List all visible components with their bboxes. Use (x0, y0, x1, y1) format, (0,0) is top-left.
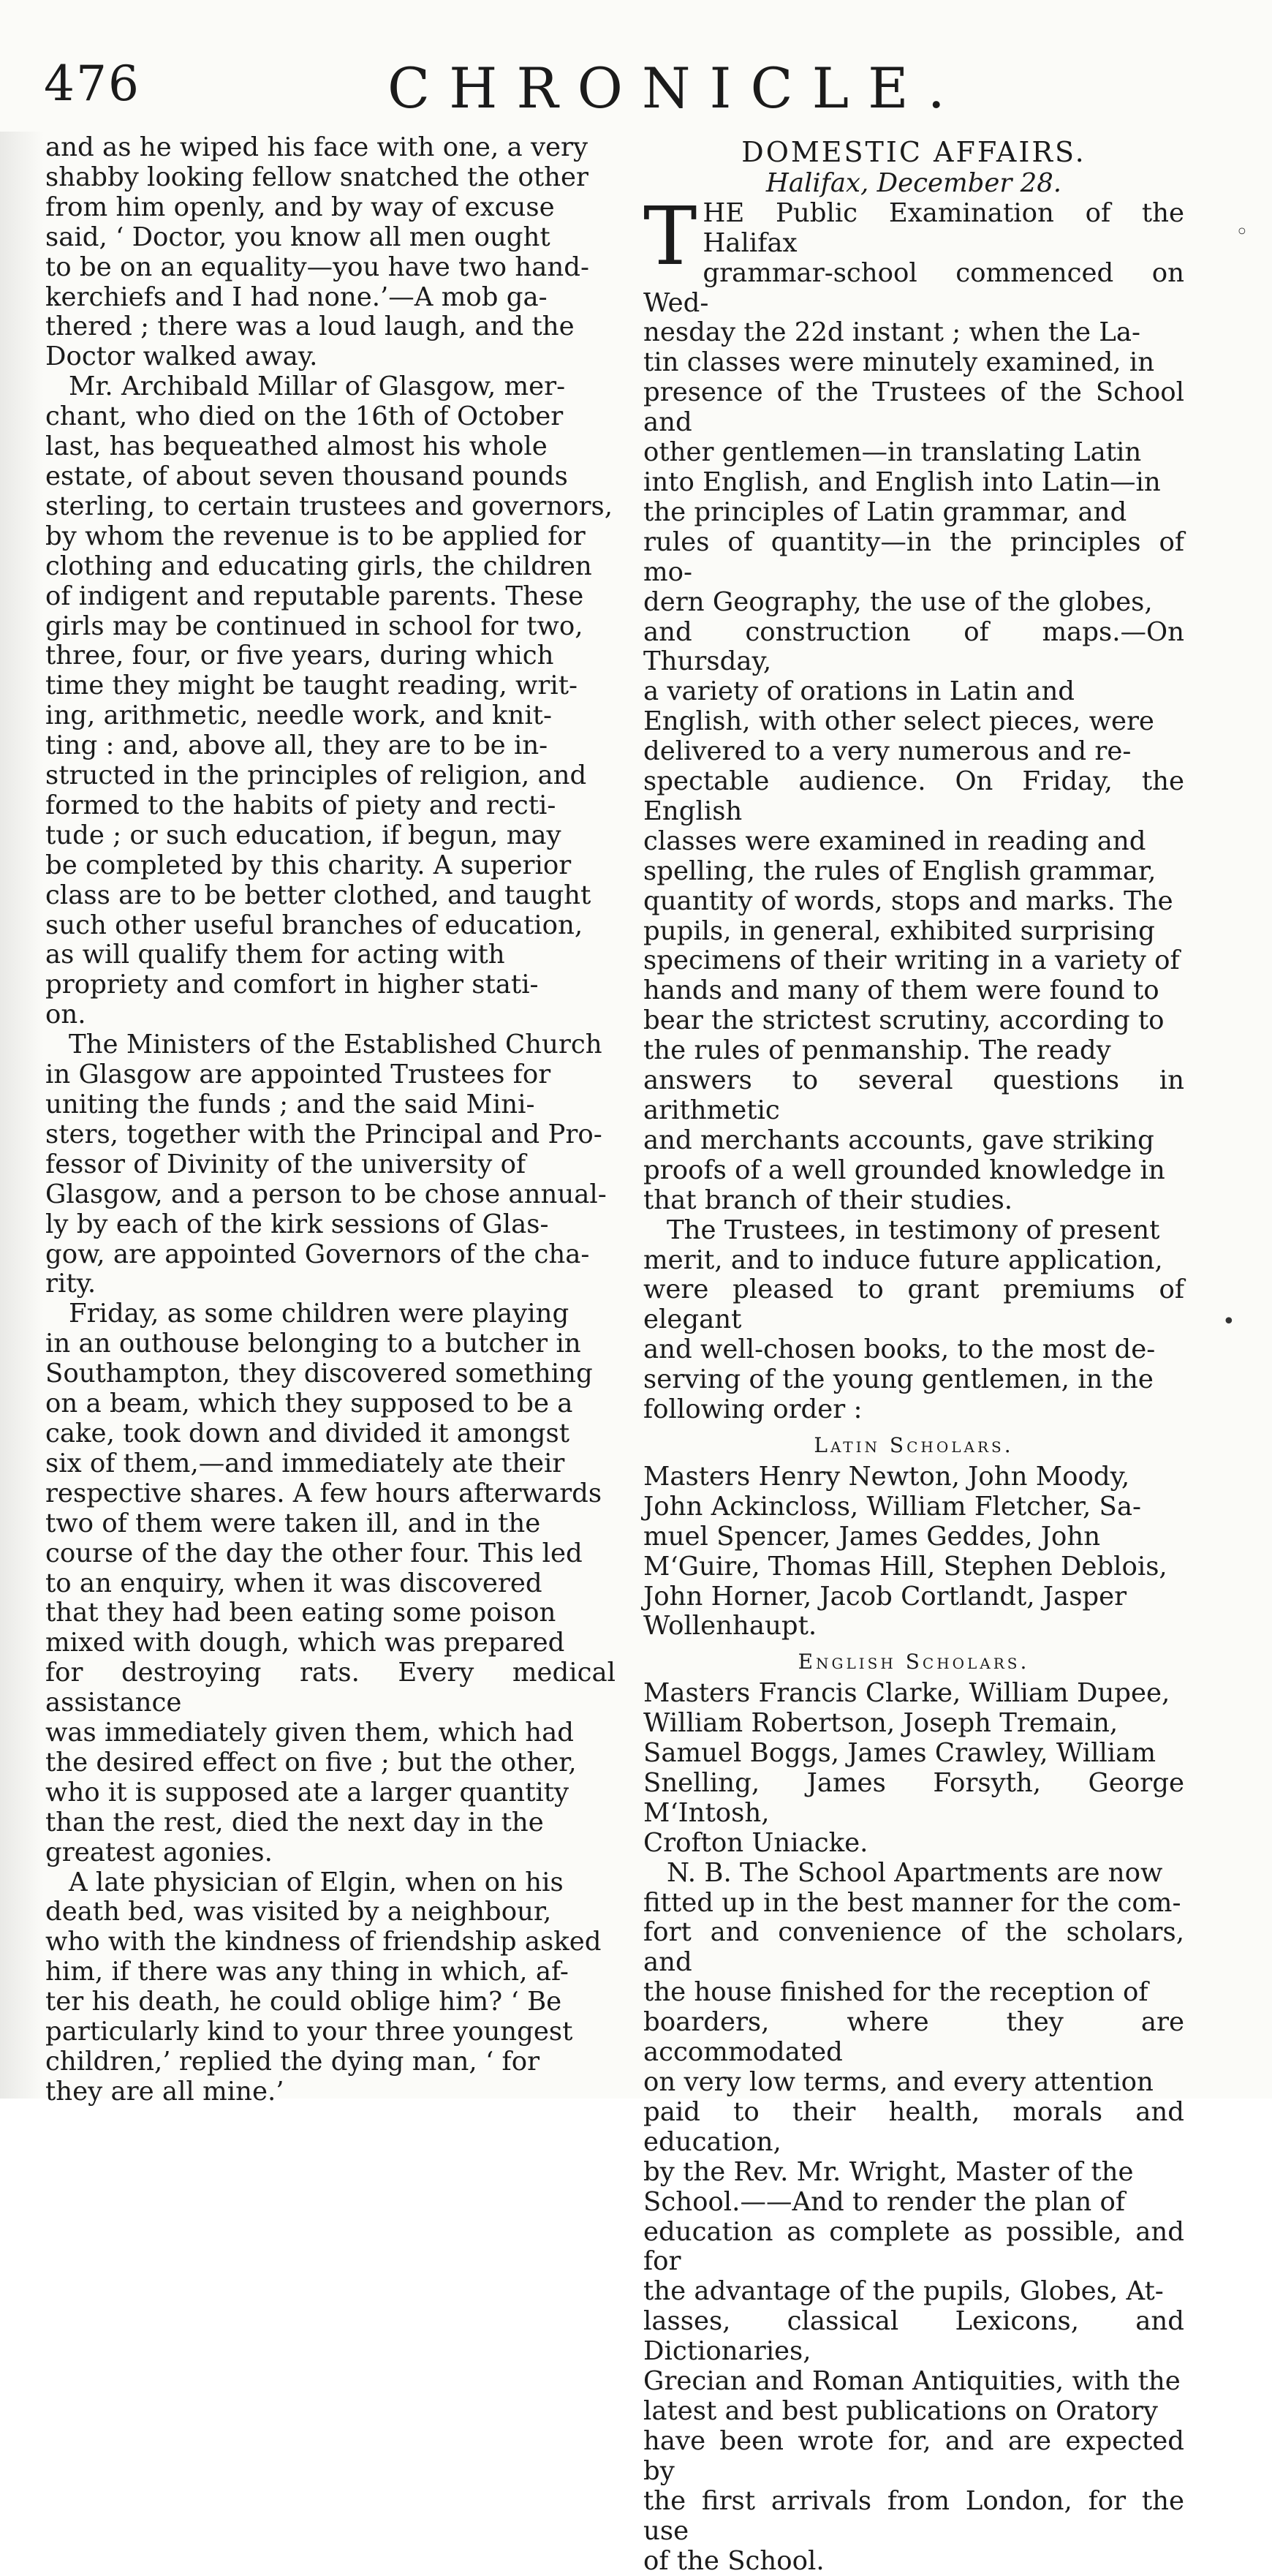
trustees-paragraph: The Trustees, in testimony of present merit, and to induce future application, were pleased to grant premiums of elegant and well-chosen books, to the most de- serving of the young gentlemen, in the following order : (643, 1215, 1184, 1425)
latin-scholars-heading: Latin Scholars. (814, 1432, 1014, 1457)
latin-scholars-list: Masters Henry Newton, John Moody, John Ackincloss, William Fletcher, Sa- muel Spencer, James Geddes, John M‘Guire, Thomas Hill, Stephen Deblois, John Horner, Jacob Cortlandt, Jasper Wollenhaupt. (643, 1461, 1167, 1642)
page-header (44, 51, 1199, 124)
left-column (45, 133, 616, 2107)
page-number: 476 (44, 56, 140, 112)
english-scholars-heading: English Scholars. (798, 1650, 1030, 1674)
article-paragraph: and as he wiped his face with one, a very shabby looking fellow snatched the other from him openly, and by way of excuse said, ‘ Doctor, you know all men ought to be on an equality—you have two hand- kerchiefs and I had none.’—A mob ga- thered ; there was a loud laugh, and the Doctor walked away. (45, 132, 589, 372)
section-title: DOMESTIC AFFAIRS. (741, 136, 1086, 168)
article-paragraph: A late physician of Elgin, when on his death bed, was visited by a neighbour, who with the kindness of friendship asked him, if there was any thing in which, af- ter his death, he could oblige him? ‘ Be particularly kind to your three youngest children,’ replied the dying man, ‘ for they are all mine.’ (45, 1867, 602, 2107)
lead-paragraph-text: HE Public Examination of the Halifax grammar-school commenced on Wed- nesday the 22d instant ; when the La- tin classes were minutely examined, in presence of the Trustees of the School and other gentlemen—in translating Latin into English, and English into Latin—in the principles of Latin grammar, and rules of quantity—in the principles of mo- dern Geography, the use of the globes, and construction of maps.—On Thursday, a variety of orations in Latin and English, with other select pieces, were delivered to a very numerous and re- spectable audience. On Friday, the English classes were examined in reading and spelling, the rules of English grammar, quantity of words, stops and marks. The pupils, in general, exhibited surprising specimens of their writing in a variety of hands and many of them were found to bear the strictest scrutiny, according to the rules of penmanship. The ready answers to several questions in arithmetic and merchants accounts, gave striking proofs of a well grounded knowledge in that branch of their studies. (643, 197, 1184, 1215)
english-scholars-list: Masters Francis Clarke, William Dupee, William Robertson, Joseph Tremain, Samuel Boggs, James Crawley, William Snelling, James Forsyth, George M‘Intosh, Crofton Uniacke. (643, 1678, 1184, 1858)
dateline: Halifax, December 28. (765, 167, 1062, 198)
article-paragraph: Mr. Archibald Millar of Glasgow, mer- chant, who died on the 16th of October last, has bequeathed almost his whole estate, of about seven thousand pounds sterling, to certain trustees and governors, by whom the revenue is to be applied for clothing and educating girls, the children of indigent and reputable parents. These girls may be continued in school for two, three, four, or five years, during which time they might be taught reading, writ- ing, arithmetic, needle work, and knit- ting : and, above all, they are to be in- structed in the principles of religion, and formed to the habits of piety and recti- tude ; or such education, if begun, may be completed by this charity. A superior class are to be better clothed, and taught such other useful branches of education, as will qualify them for acting with propriety and comfort in higher stati- on. (45, 371, 613, 1030)
article-paragraph: The Ministers of the Established Church in Glasgow are appointed Trustees for uniting the funds ; and the said Mini- sters, together with the Principal and Pro- fessor of Divinity of the university of Glasgow, and a person to be chose annual- ly by each of the kirk sessions of Glas- gow, are appointed Governors of the cha- rity. (45, 1030, 607, 1299)
running-title: CHRONICLE. (387, 56, 964, 121)
margin-dot: • (1222, 1309, 1235, 1334)
nb-paragraph: N. B. The School Apartments are now fitted up in the best manner for the com- fort and convenience of the scholars, and the house finished for the reception of boarders, where they are accommodated on very low terms, and every attention paid to their health, morals and education, by the Rev. Mr. Wright, Master of the School.——And to render the plan of education as complete as possible, and for the advantage of the pupils, Globes, At- lasses, classical Lexicons, and Dictionaries, Grecian and Roman Antiquities, with the latest and best publications on Oratory have been wrote for, and are expected by the first arrivals from London, for the use of the School. (643, 1857, 1184, 2576)
margin-dot: ◦ (1235, 219, 1249, 245)
lead-paragraph (643, 189, 1184, 1216)
article-paragraph: Friday, as some children were playing in an outhouse belonging to a butcher in Southampton, they discovered something on a beam, which they supposed to be a cake, took down and divided it amongst six of them,—and immediately ate their respective shares. A few hours afterwards two of them were taken ill, and in the course of the day the other four. This led to an enquiry, when it was discovered that they had been eating some poison mixed with dough, which was prepared for destroying rats. Every medical assistance was immediately given them, which had the desired effect on five ; but the other, who it is supposed ate a larger quantity than the rest, died the next day in the greatest agonies. (45, 1299, 616, 1867)
drop-cap: T (643, 189, 697, 283)
scan-shadow (0, 132, 44, 2099)
right-column (643, 137, 1184, 2576)
